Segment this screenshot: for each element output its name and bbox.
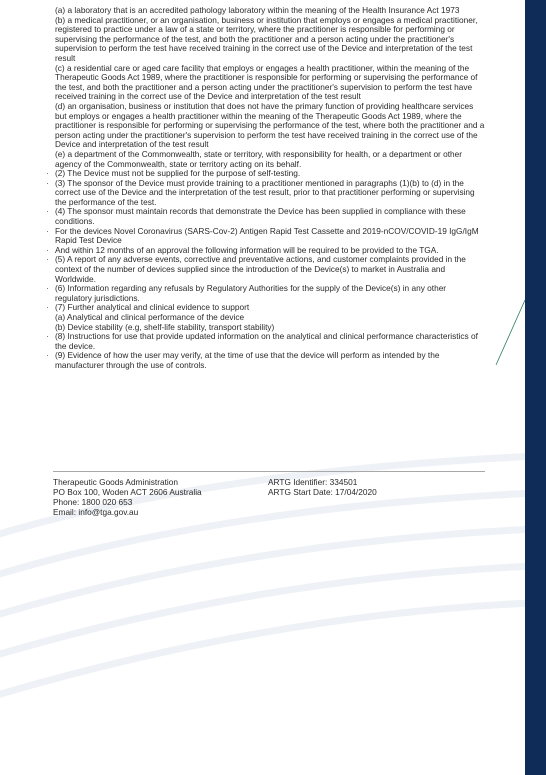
bullet-condition-9: · (9) Evidence of how the user may verify, at the time of use that the device will perform as intended by the manufacturer through the use of controls. [55,351,485,370]
para-1d: (d) an organisation, business or institution that does not have the primary function of providing healthcare services but employs or engages a health practitioner within the meaning of the Therapeutic Goods Act 1989, where the practitioner is responsible for performing or supervising the performance of the test, where both the practitioner and a person acting under the practitioner's supervision to perform the test have received training in the correct use of the Device and interpretation of the test result [55,100,485,150]
document-body [55,6,485,371]
bullet-condition-5: · (5) A report of any adverse events, corrective and preventative actions, and customer complaints provided in the context of the number of devices supplied since the introduction of the Device(s) to market in Australia and Worldwide. [55,255,485,284]
para-7b: (b) Device stability (e.g, shelf-life stability, transport stability) [55,321,275,332]
document-footer [53,471,485,517]
bullet-condition-8: · (8) Instructions for use that provide updated information on the analytical and clinical performance characteristics of the device. [55,332,485,351]
footer-artg-identifier: ARTG Identifier: 334501 [268,477,358,487]
footer-email[interactable]: Email: info@tga.gov.au [53,507,139,517]
footer-address: PO Box 100, Woden ACT 2606 Australia [53,487,202,497]
bullet-condition-2: · (2) The Device must not be supplied for the purpose of self-testing. [55,169,485,179]
para-1b: (b) a medical practitioner, or an organisation, business or institution that employs or engages a medical practitioner, registered to practice under a law of a state or territory, where the practitioner is responsible for performing or supervising the performance of the test, and both the practitioner and a person acting under the practitioner's supervision to perform the test have received training in the correct use of the Device and interpretation of the test result [55,14,478,63]
para-1e: (e) a department of the Commonwealth, state or territory, with responsibility for health, or a department or other agency of the Commonwealth, state or territory acting on its behalf. [55,148,463,169]
para-1a: (a) a laboratory that is an accredited pathology laboratory within the meaning of the Health Insurance Act 1973 [55,5,460,15]
footer-artg-start-date: ARTG Start Date: 17/04/2020 [268,487,377,497]
para-1c: (c) a residential care or aged care facility that employs or engages a health practitioner, within the meaning of the Therapeutic Goods Act 1989, where the practitioner is responsible for performing or supervising the performance of the test, and both the practitioner and a person acting under the practitioner's supervision to perform the test have received training in the correct use of the Device and interpretation of the test result [55,62,478,102]
footer-artg [268,477,483,497]
bullet-condition-4: · (4) The sponsor must maintain records that demonstrate the Device has been supplied in compliance with these conditions. [55,207,485,226]
para-7a: (a) Analytical and clinical performance of the device [55,312,245,322]
bullet-condition-7: · (7) Further analytical and clinical evidence to support [55,303,485,313]
bullet-condition-6: · (6) Information regarding any refusals by Regulatory Authorities for the supply of the Device(s) in any other regulatory jurisdictions. [55,284,485,303]
bullet-condition-3: · (3) The sponsor of the Device must provide training to a practitioner mentioned in paragraphs (1)(b) to (d) in the correct use of the Device and the interpretation of the test result, prior to that practitioner performing or supervising the performance of the test. [55,179,485,208]
footer-phone: Phone: 1800 020 653 [53,497,133,507]
bullet-devices: · For the devices Novel Coronavirus (SARS-Cov-2) Antigen Rapid Test Cassette and 2019-nCOV/COVID-19 IgG/IgM Rapid Test Device [55,227,485,246]
bullet-within-12-months: · And within 12 months of an approval the following information will be required to be provided to the TGA. [55,246,485,256]
right-sidebar-bar [525,0,546,775]
footer-contact [53,477,268,517]
footer-agency: Therapeutic Goods Administration [53,477,178,487]
